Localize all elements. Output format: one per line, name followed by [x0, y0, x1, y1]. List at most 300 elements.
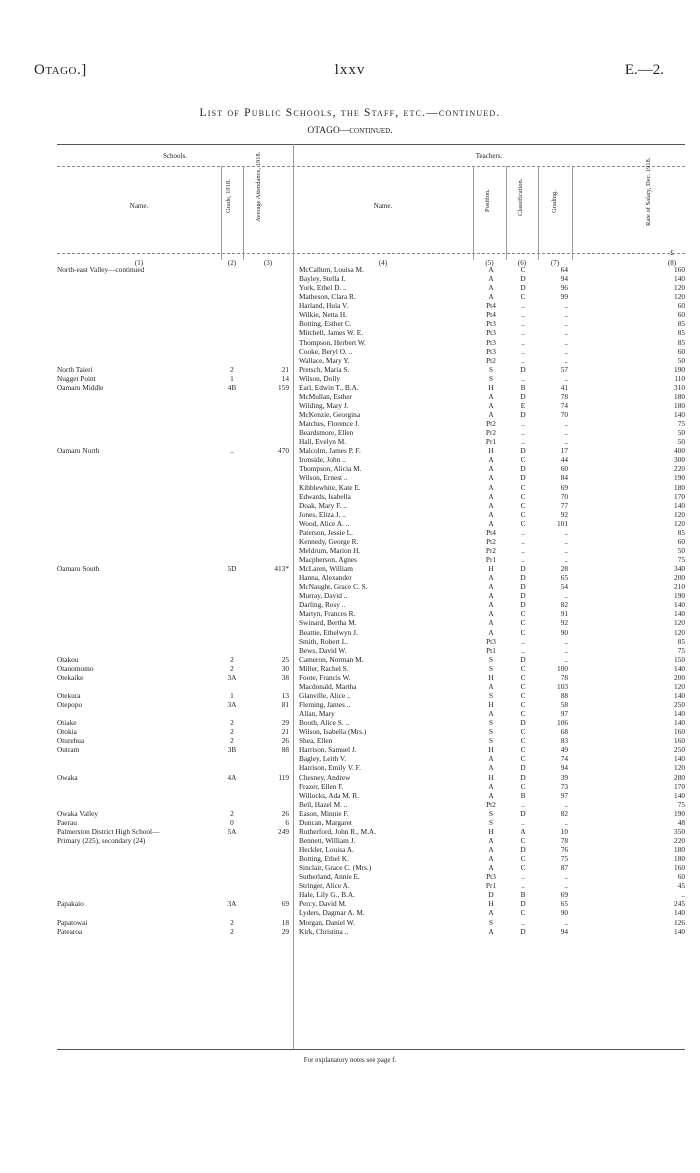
column-divider — [473, 166, 474, 260]
teacher-name-cell: Chesney, Andrew — [299, 772, 351, 782]
average-attendance-cell: 26 — [281, 808, 289, 818]
grading-cell: 39 — [560, 772, 568, 782]
column-number: (1) — [134, 259, 144, 267]
column-divider — [243, 166, 244, 260]
average-attendance-cell: 21 — [281, 364, 289, 374]
salary-rate-cell: 180 — [674, 400, 685, 410]
table-row — [0, 809, 700, 818]
table-row — [0, 736, 700, 745]
table-row — [0, 555, 700, 564]
teacher-name-cell: McMullan, Esther — [299, 391, 353, 401]
school-name-cell: Primary (225), secondary (24) — [57, 835, 146, 845]
classification-cell: C — [520, 835, 526, 845]
table-row — [0, 483, 700, 492]
page-header-left: Otago.] — [34, 62, 87, 78]
position-cell: Pt3 — [486, 319, 496, 329]
position-cell: A — [488, 283, 494, 293]
position-cell: A — [488, 274, 494, 284]
teacher-name-cell: Sinclair, Grace C. (Mrs.) — [299, 863, 372, 873]
position-cell: S — [488, 808, 494, 818]
grading-cell: .. — [564, 881, 568, 891]
teacher-name-cell: Edwards, Isabella — [299, 491, 351, 501]
position-cell: A — [488, 464, 494, 474]
table-row — [0, 908, 700, 917]
table-row — [0, 727, 700, 736]
grading-cell: .. — [564, 310, 568, 320]
page-subtitle: OTAGO—continued. — [307, 126, 393, 136]
classification-cell: D — [520, 845, 526, 854]
table-row — [0, 709, 700, 718]
classification-cell: C — [520, 292, 526, 302]
position-cell: H — [488, 745, 494, 755]
table-row — [0, 664, 700, 673]
table-row — [0, 573, 700, 582]
position-header: Position. — [484, 189, 491, 213]
grading-cell: 69 — [560, 482, 568, 492]
grading-cell: .. — [564, 527, 568, 537]
teacher-name-cell: Wood, Alice A. .. — [299, 518, 350, 528]
teacher-name-cell: Wilding, Mary J. — [299, 400, 349, 410]
grading-cell: 65 — [560, 573, 568, 583]
classification-cell: .. — [521, 817, 525, 827]
grading-cell: .. — [564, 536, 568, 546]
position-cell: Pt4 — [486, 301, 496, 311]
grading-cell: 100 — [557, 663, 568, 673]
classification-cell: .. — [521, 346, 525, 356]
table-row — [0, 700, 700, 709]
salary-rate-cell: 280 — [674, 772, 685, 782]
grade-cell: 2 — [230, 736, 234, 746]
grading-cell: 84 — [560, 473, 568, 483]
teacher-name-cell: Kirk, Christina .. — [299, 926, 349, 936]
table-row — [0, 356, 700, 365]
grade-cell: 4B — [227, 382, 237, 392]
average-attendance-cell: 119 — [278, 772, 289, 782]
teacher-name-cell: Lyders, Dagmar A. M. — [299, 908, 365, 918]
classification-cell: D — [520, 274, 526, 284]
classification-cell: C — [520, 491, 526, 501]
salary-rate-cell: 60 — [677, 310, 685, 320]
grading-cell: 94 — [560, 274, 568, 284]
position-cell: A — [488, 455, 494, 465]
table-row — [0, 510, 700, 519]
classification-cell: .. — [521, 328, 525, 338]
position-cell: Pt2 — [486, 355, 496, 365]
grading-cell: 94 — [560, 763, 568, 773]
table-row — [0, 274, 700, 283]
school-name-cell: Owaka — [57, 772, 78, 782]
salary-rate-cell: 85 — [677, 636, 685, 646]
position-cell: A — [488, 482, 494, 492]
table-row — [0, 383, 700, 392]
grading-cell: .. — [564, 373, 568, 383]
column-number: (2) — [227, 259, 237, 267]
teacher-name-cell: McCallum, Louisa M. — [299, 265, 364, 274]
position-cell: H — [488, 826, 494, 836]
average-attendance-cell: 29 — [281, 718, 289, 728]
column-number: (6) — [517, 259, 527, 267]
table-row — [0, 501, 700, 510]
grade-cell: 2 — [230, 654, 234, 664]
table-row — [0, 818, 700, 827]
grading-cell: 57 — [560, 364, 568, 374]
grading-cell: 70 — [560, 410, 568, 419]
salary-rate-cell: 50 — [677, 437, 685, 447]
grading-cell: 90 — [560, 627, 568, 637]
salary-rate-cell: 140 — [674, 790, 685, 800]
classification-cell: .. — [521, 301, 525, 311]
table-row — [0, 782, 700, 791]
average-attendance-cell: 13 — [281, 690, 289, 700]
column-divider — [538, 166, 539, 260]
grading-cell: 92 — [560, 509, 568, 519]
salary-rate-cell: 140 — [674, 754, 685, 764]
table-row — [0, 528, 700, 537]
salary-rate-cell: 140 — [674, 274, 685, 284]
salary-rate-cell: 140 — [674, 410, 685, 419]
position-cell: S — [488, 817, 494, 827]
table-row — [0, 827, 700, 836]
table-row — [0, 428, 700, 437]
salary-rate-cell: 250 — [674, 745, 685, 755]
salary-rate-cell: 140 — [674, 709, 685, 719]
teacher-name-cell: Wilson, Ernest .. — [299, 473, 348, 483]
average-attendance-cell: 470 — [278, 446, 289, 456]
teacher-name-cell: Botting, Esther C. — [299, 319, 352, 329]
group-header-rule — [57, 166, 685, 167]
salary-rate-cell: 60 — [677, 872, 685, 882]
teacher-name-cell: Harland, Huia V. — [299, 301, 349, 311]
table-row — [0, 637, 700, 646]
salary-rate-cell: 60 — [677, 536, 685, 546]
salary-rate-cell: 220 — [674, 464, 685, 474]
teacher-name-cell: Wilkie, Netta H. — [299, 310, 347, 320]
grading-cell: 76 — [560, 845, 568, 854]
position-cell: S — [488, 663, 494, 673]
grading-cell: .. — [564, 355, 568, 365]
table-row — [0, 374, 700, 383]
school-name-cell: Outram — [57, 745, 80, 755]
teacher-name-cell: Ironside, John .. — [299, 455, 346, 465]
teacher-name-cell: Swinard, Bertha M. — [299, 618, 357, 628]
table-row — [0, 392, 700, 401]
page-header-right: E.—2. — [624, 62, 664, 78]
table-row — [0, 338, 700, 347]
teacher-name-header: Name. — [373, 202, 393, 210]
table-row — [0, 691, 700, 700]
teacher-name-cell: Wilson, Isabella (Mrs.) — [299, 727, 367, 737]
teacher-name-cell: Thompson, Alicia M. — [299, 464, 362, 474]
salary-rate-cell: 200 — [674, 573, 685, 583]
salary-rate-cell: 160 — [674, 736, 685, 746]
grading-cell: 17 — [560, 446, 568, 456]
classification-cell: B — [520, 790, 526, 800]
classification-cell: .. — [521, 636, 525, 646]
teacher-name-cell: Botting, Ethel K. — [299, 854, 349, 864]
classification-cell: D — [520, 564, 526, 574]
classification-cell: D — [520, 410, 526, 419]
position-cell: Pr2 — [485, 428, 497, 438]
table-row — [0, 845, 700, 854]
grading-cell: 10 — [560, 826, 568, 836]
teacher-name-cell: Bennett, William J. — [299, 835, 356, 845]
position-cell: Pt4 — [486, 310, 496, 320]
position-cell: A — [488, 473, 494, 483]
classification-cell: E — [520, 400, 526, 410]
teacher-name-cell: Bews, David W. — [299, 645, 347, 655]
salary-rate-cell: 120 — [674, 283, 685, 293]
salary-rate-cell: 180 — [674, 845, 685, 854]
grading-cell: 94 — [560, 926, 568, 936]
table-row — [0, 473, 700, 482]
table-row — [0, 655, 700, 664]
classification-cell: D — [520, 808, 526, 818]
salary-rate-cell: 120 — [674, 627, 685, 637]
classification-cell: D — [520, 283, 526, 293]
position-cell: S — [488, 917, 494, 927]
classification-header: Classification. — [517, 178, 524, 216]
school-name-cell: Otepopo — [57, 700, 83, 709]
column-number: (3) — [263, 259, 273, 267]
grade-cell: 2 — [230, 718, 234, 728]
position-cell: A — [488, 908, 494, 918]
teacher-name-cell: Hall, Evelyn M. — [299, 437, 347, 447]
position-cell: A — [488, 863, 494, 873]
classification-cell: C — [520, 781, 526, 791]
table-row — [0, 600, 700, 609]
classification-cell: D — [520, 464, 526, 474]
school-name-cell: North-east Valley—continued — [57, 265, 145, 274]
classification-cell: D — [520, 926, 526, 936]
salary-rate-cell: 120 — [674, 292, 685, 302]
teacher-name-cell: Bell, Hazel M. .. — [299, 799, 348, 809]
salary-rate-cell: 60 — [677, 346, 685, 356]
salary-rate-cell: 120 — [674, 509, 685, 519]
position-cell: H — [488, 672, 494, 682]
classification-cell: .. — [521, 419, 525, 429]
position-cell: Pt2 — [486, 419, 496, 429]
position-cell: Pt4 — [486, 527, 496, 537]
position-cell: S — [488, 373, 494, 383]
table-row — [0, 609, 700, 618]
position-cell: A — [488, 845, 494, 854]
position-cell: S — [488, 736, 494, 746]
grading-cell: .. — [564, 555, 568, 564]
grading-cell: 78 — [560, 835, 568, 845]
salary-rate-cell: 180 — [674, 854, 685, 864]
table-row — [0, 410, 700, 419]
teacher-name-cell: Wilson, Dolly — [299, 373, 341, 383]
teacher-name-cell: Bayley, Stella I. — [299, 274, 346, 284]
grade-cell: 4A — [227, 772, 237, 782]
classification-cell: C — [520, 709, 526, 719]
teacher-name-cell: Miller, Rachel S. — [299, 663, 349, 673]
teacher-name-cell: Cooke, Beryl O. .. — [299, 346, 353, 356]
salary-rate-cell: 45 — [677, 881, 685, 891]
teacher-name-cell: Bagley, Leith V. — [299, 754, 347, 764]
salary-rate-cell: 340 — [674, 564, 685, 574]
position-cell: S — [488, 718, 494, 728]
school-name-cell: Paerau — [57, 817, 77, 827]
table-row — [0, 854, 700, 863]
table-row — [0, 328, 700, 337]
classification-cell: D — [520, 582, 526, 592]
table-row — [0, 872, 700, 881]
teacher-name-cell: Matheson, Clara R. — [299, 292, 356, 302]
position-cell: A — [488, 573, 494, 583]
teacher-name-cell: Harrison, Samuel J. — [299, 745, 357, 755]
salary-rate-cell: 150 — [674, 654, 685, 664]
teacher-name-cell: Meldrum, Marion H. — [299, 545, 361, 555]
teacher-name-cell: Willocks, Ada M. R. — [299, 790, 360, 800]
classification-cell: .. — [521, 437, 525, 447]
classification-cell: .. — [521, 545, 525, 555]
grading-cell: 83 — [560, 736, 568, 746]
average-attendance-cell: 29 — [281, 926, 289, 936]
grade-cell: 2 — [230, 926, 234, 936]
classification-cell: C — [520, 618, 526, 628]
school-name-cell: Otekaike — [57, 672, 84, 682]
grading-cell: .. — [564, 817, 568, 827]
table-row — [0, 419, 700, 428]
teachers-group-header: Teachers. — [475, 152, 503, 160]
grading-cell: 74 — [560, 400, 568, 410]
table-row — [0, 890, 700, 899]
table-row — [0, 455, 700, 464]
rate-header: Rate of Salary, Dec. 1918. — [645, 157, 652, 226]
teacher-name-cell: Beardsmore, Ellen — [299, 428, 354, 438]
table-row — [0, 718, 700, 727]
teacher-name-cell: Malcolm, James P. F. — [299, 446, 361, 456]
salary-rate-cell: 85 — [677, 337, 685, 347]
table-row — [0, 437, 700, 446]
average-attendance-cell: 14 — [281, 373, 289, 383]
position-cell: H — [488, 772, 494, 782]
grading-cell: 68 — [560, 727, 568, 737]
teacher-name-cell: McLaren, William — [299, 564, 353, 574]
school-name-cell: Oamaru South — [57, 564, 100, 574]
average-attendance-cell: 249 — [278, 826, 289, 836]
classification-cell: A — [520, 826, 526, 836]
grade-cell: 2 — [230, 364, 234, 374]
table-row — [0, 918, 700, 927]
teacher-name-cell: Frazer, Ellen F. — [299, 781, 344, 791]
salary-rate-cell: 75 — [677, 555, 685, 564]
teacher-name-cell: Cameron, Norman M. — [299, 654, 364, 664]
teacher-name-cell: Heckler, Louisa A. — [299, 845, 354, 854]
grading-cell: 77 — [560, 500, 568, 510]
classification-cell: D — [520, 772, 526, 782]
salary-rate-cell: 245 — [674, 899, 685, 909]
average-attendance-cell: 21 — [281, 727, 289, 737]
teacher-name-cell: Sutherland, Annie E. — [299, 872, 360, 882]
grading-cell: 96 — [560, 283, 568, 293]
salary-rate-cell: 310 — [674, 382, 685, 392]
classification-cell: B — [520, 890, 526, 900]
salary-rate-cell: 50 — [677, 545, 685, 555]
school-name-cell: North Taieri — [57, 364, 93, 374]
classification-cell: C — [520, 518, 526, 528]
table-row — [0, 492, 700, 501]
position-cell: A — [488, 618, 494, 628]
grading-cell: 64 — [560, 265, 568, 274]
position-cell: H — [488, 446, 494, 456]
table-row — [0, 564, 700, 573]
table-row — [0, 899, 700, 908]
grading-cell: 78 — [560, 672, 568, 682]
grading-cell: 97 — [560, 709, 568, 719]
table-row — [0, 800, 700, 809]
grading-cell: .. — [564, 337, 568, 347]
table-row — [0, 265, 700, 274]
table-row — [0, 773, 700, 782]
grading-cell: 101 — [557, 518, 568, 528]
position-cell: A — [488, 835, 494, 845]
average-attendance-cell: 6 — [285, 817, 289, 827]
salary-rate-cell: 160 — [674, 863, 685, 873]
grading-cell: .. — [564, 319, 568, 329]
average-attendance-cell: 81 — [281, 700, 289, 709]
position-cell: A — [488, 763, 494, 773]
classification-cell: D — [520, 600, 526, 610]
grade-cell: 1 — [230, 690, 234, 700]
salary-rate-cell: 50 — [677, 355, 685, 365]
position-cell: A — [488, 582, 494, 592]
position-cell: S — [488, 654, 494, 664]
salary-rate-cell: 75 — [677, 799, 685, 809]
classification-cell: D — [520, 473, 526, 483]
classification-cell: C — [520, 727, 526, 737]
position-cell: A — [488, 627, 494, 637]
grading-cell: 78 — [560, 391, 568, 401]
salary-rate-cell: 400 — [674, 446, 685, 456]
table-row — [0, 863, 700, 872]
grade-cell: 5A — [227, 826, 237, 836]
grading-cell: .. — [564, 328, 568, 338]
classification-cell: C — [520, 265, 526, 274]
grading-cell: 87 — [560, 863, 568, 873]
classification-cell: .. — [521, 555, 525, 564]
position-cell: H — [488, 382, 494, 392]
salary-rate-cell: 170 — [674, 491, 685, 501]
table-top-rule — [57, 144, 685, 145]
grading-cell: .. — [564, 346, 568, 356]
table-row — [0, 682, 700, 691]
classification-cell: C — [520, 509, 526, 519]
salary-rate-cell: 250 — [674, 700, 685, 709]
salary-rate-cell: 210 — [674, 582, 685, 592]
school-name-cell: Oturehua — [57, 736, 85, 746]
school-name-cell: Otiake — [57, 718, 77, 728]
table-row — [0, 582, 700, 591]
salary-rate-cell: 200 — [674, 672, 685, 682]
grade-cell: 2 — [230, 663, 234, 673]
classification-cell: .. — [521, 645, 525, 655]
salary-rate-cell: 110 — [674, 373, 685, 383]
position-cell: Pt1 — [486, 645, 496, 655]
table-body — [0, 265, 700, 936]
salary-rate-cell: 140 — [674, 600, 685, 610]
teacher-name-cell: Harrison, Emily V. F. — [299, 763, 361, 773]
salary-rate-cell: 140 — [674, 663, 685, 673]
position-cell: A — [488, 410, 494, 419]
table-row — [0, 754, 700, 763]
teacher-name-cell: Rutherford, John R., M.A. — [299, 826, 377, 836]
position-cell: Pt2 — [486, 799, 496, 809]
classification-cell: D — [520, 364, 526, 374]
table-row — [0, 763, 700, 772]
teacher-name-cell: Darling, Rosy .. — [299, 600, 346, 610]
